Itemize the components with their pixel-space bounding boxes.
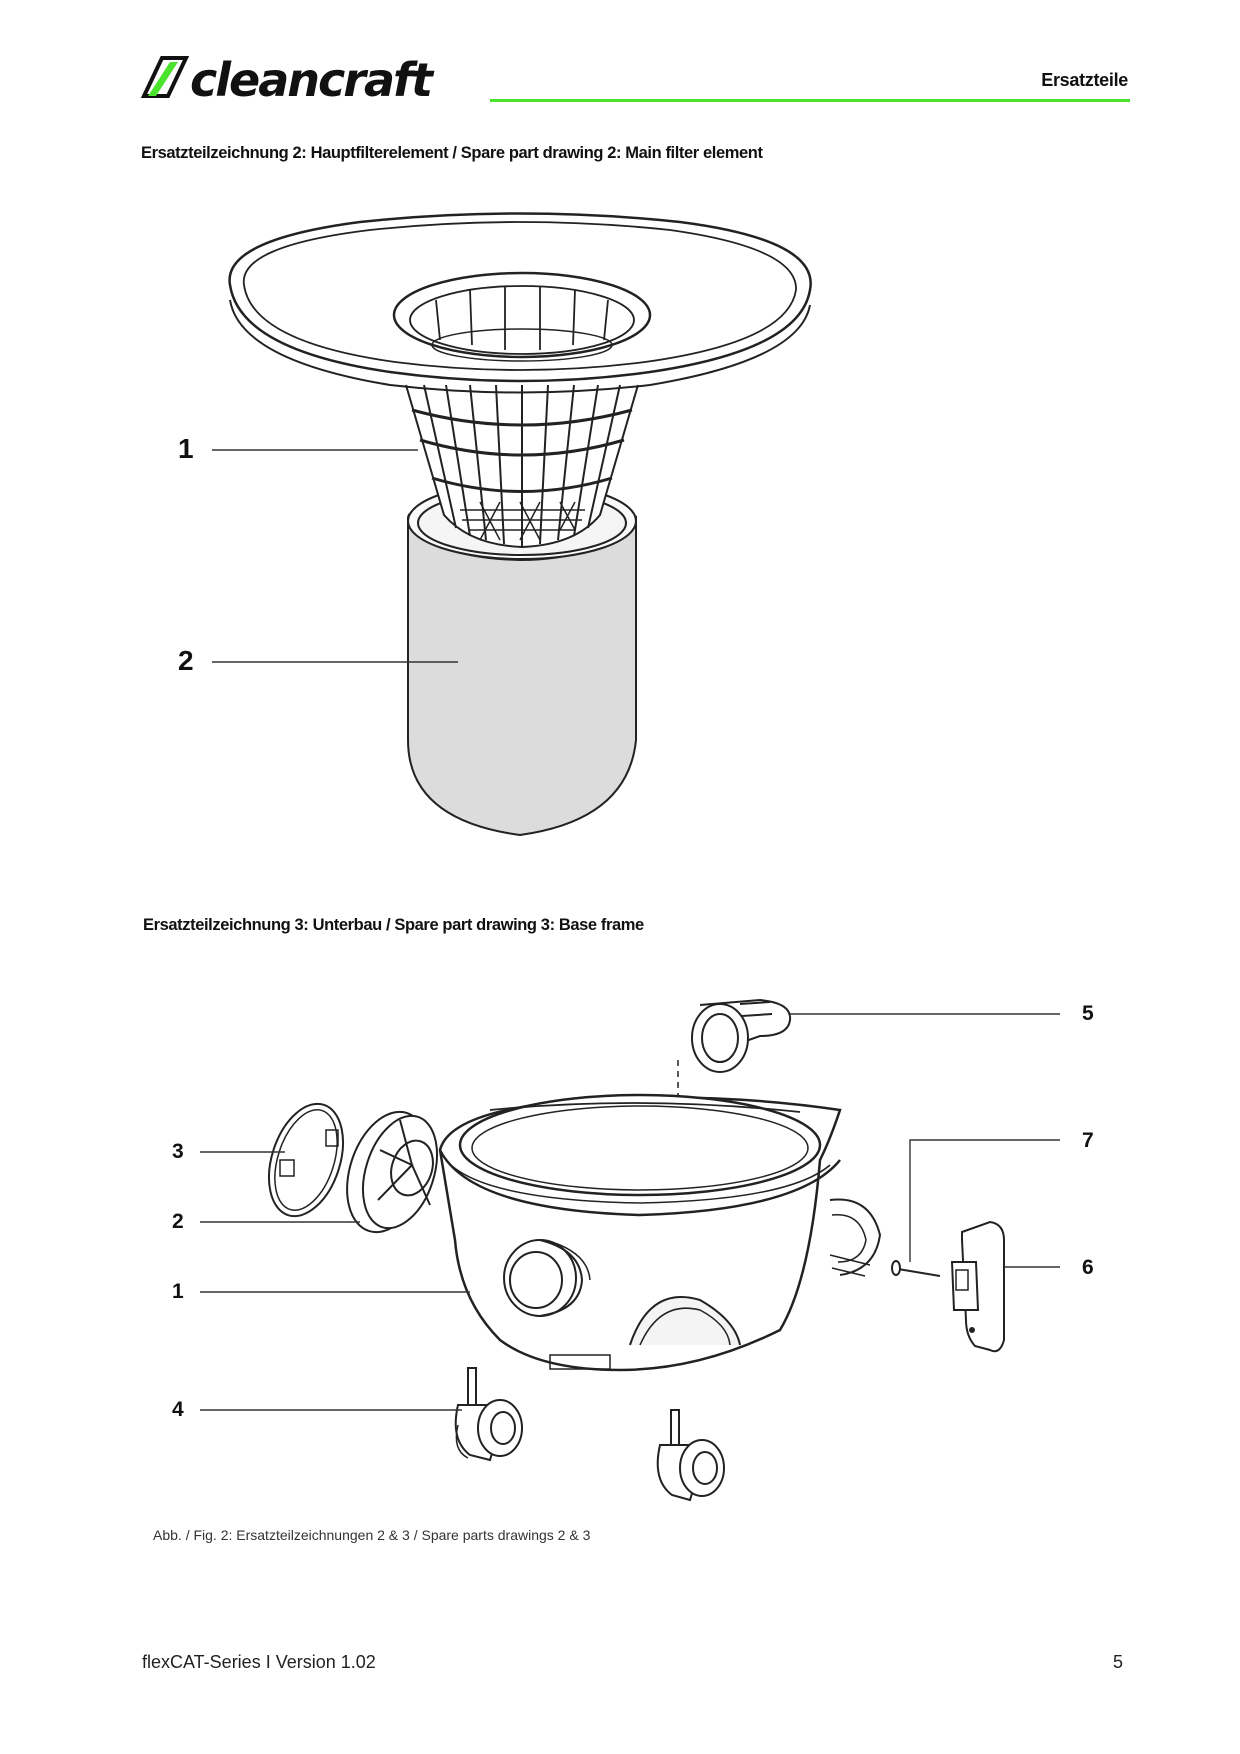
base-body xyxy=(440,1095,880,1370)
callout-6-latch-plate: 6 xyxy=(1082,1256,1094,1279)
section-header: Ersatzteile xyxy=(1041,70,1128,90)
drawing2-title: Ersatzteilzeichnung 2: Hauptfilterelement / Spare part drawing 2: Main filter element xyxy=(141,144,763,162)
callout-1-base-body: 1 xyxy=(172,1280,184,1303)
callout-3-cover-cap: 3 xyxy=(172,1140,184,1163)
callout-5-hose-connector: 5 xyxy=(1082,1002,1094,1025)
page-number: 5 xyxy=(1113,1652,1124,1672)
callout-2-filter-bag: 2 xyxy=(178,645,194,676)
callout-4-caster-wheel: 4 xyxy=(172,1398,184,1421)
pin xyxy=(892,1261,940,1276)
footer-document-version: flexCAT-Series I Version 1.02 xyxy=(142,1652,376,1672)
drawing3-title: Ersatzteilzeichnung 3: Unterbau / Spare part drawing 3: Base frame xyxy=(143,916,644,934)
caster-wheel-rear xyxy=(658,1410,724,1500)
figure-caption: Abb. / Fig. 2: Ersatzteilzeichnungen 2 & 3 / Spare parts drawings 2 & 3 xyxy=(153,1527,591,1543)
caster-wheel-front xyxy=(456,1368,522,1460)
hose-connector xyxy=(692,1000,790,1072)
callout-2-rotor-disc: 2 xyxy=(172,1210,184,1233)
callout-1-filter-basket: 1 xyxy=(178,433,194,464)
cover-cap xyxy=(256,1094,357,1225)
callout-7-pin: 7 xyxy=(1082,1129,1094,1152)
latch-plate xyxy=(952,1222,1004,1351)
logo-wordmark: cleancraft xyxy=(190,53,432,107)
